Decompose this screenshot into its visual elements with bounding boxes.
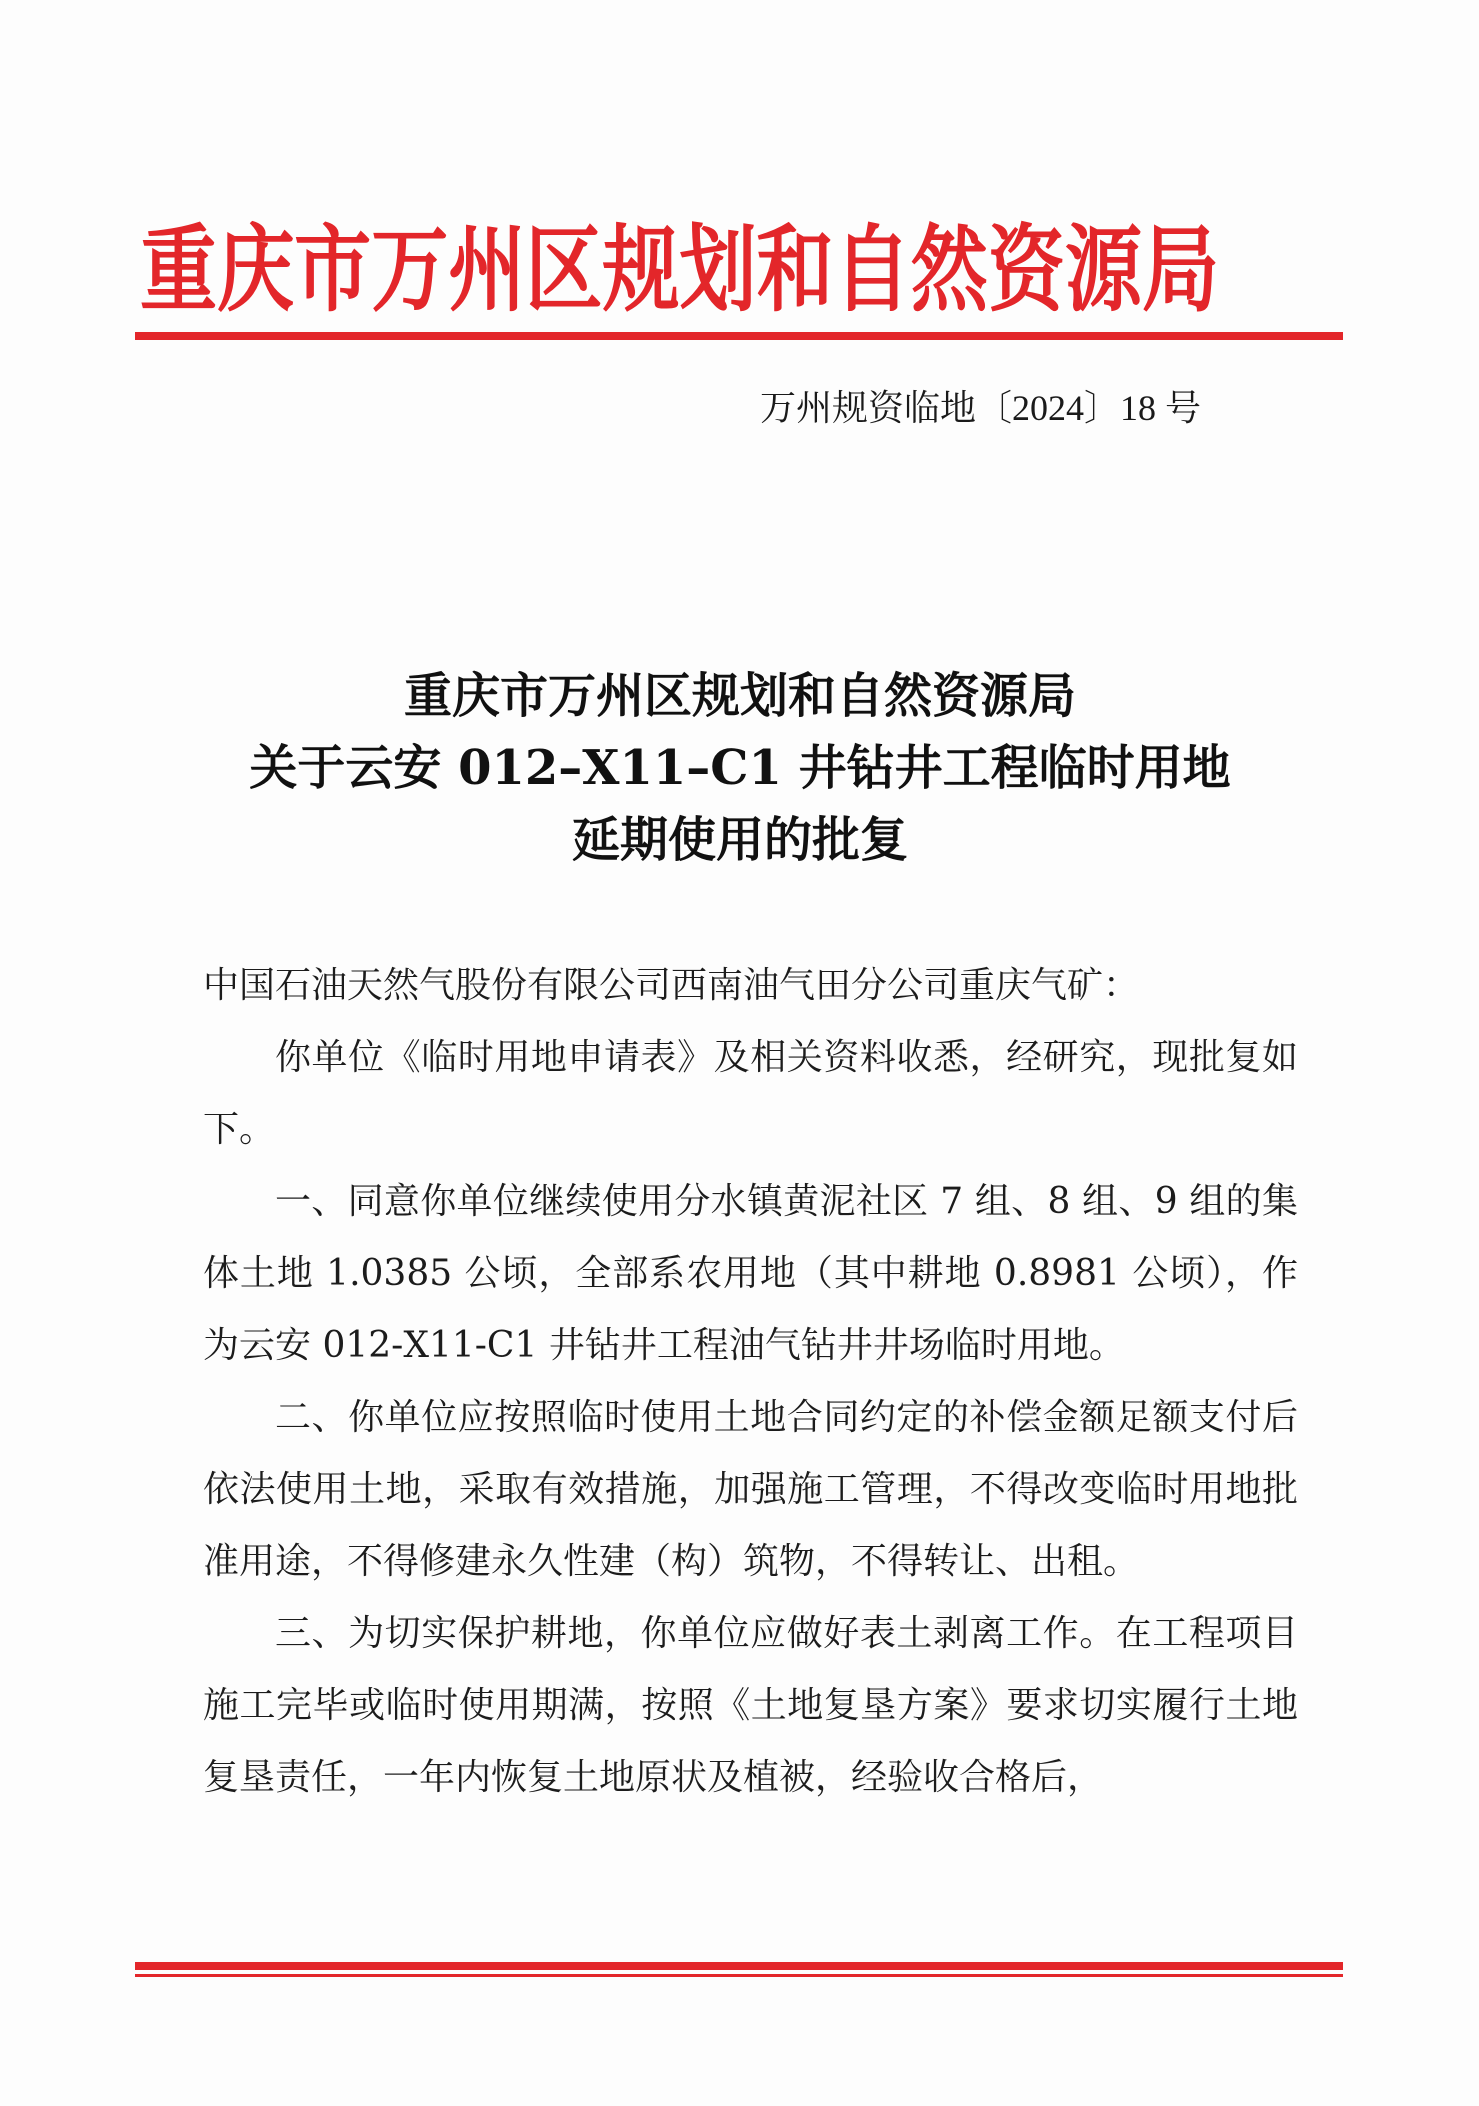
document-body (203, 950, 1298, 1814)
footer-red-rule (135, 1962, 1343, 1970)
document-title (140, 660, 1340, 876)
paragraph-item-3: 三、为切实保护耕地，你单位应做好表土剥离工作。在工程项目施工完毕或临时使用期满，按照《土地复垦方案》要求切实履行土地复垦责任，一年内恢复土地原状及植被，经验收合格后， (203, 1613, 1298, 1798)
footer-red-rule-thin (135, 1974, 1343, 1977)
title-line-1: 重庆市万州区规划和自然资源局 (403, 668, 1076, 724)
document-number: 万州规资临地〔2024〕18 号 (760, 388, 1202, 428)
letterhead-title: 重庆市万州区规划和自然资源局 (140, 215, 1220, 325)
title-line-3: 延期使用的批复 (571, 812, 908, 868)
paragraph-intro: 你单位《临时用地申请表》及相关资料收悉，经研究，现批复如下。 (203, 1037, 1298, 1150)
paragraph-item-2: 二、你单位应按照临时使用土地合同约定的补偿金额足额支付后依法使用土地，采取有效措施，加强施工管理，不得改变临时用地批准用途，不得修建永久性建（构）筑物，不得转让、出租。 (203, 1397, 1298, 1582)
letterhead-red-rule (135, 332, 1343, 340)
title-line-2: 关于云安 012–X11–C1 井钻井工程临时用地 (249, 740, 1231, 796)
paragraph-item-1: 一、同意你单位继续使用分水镇黄泥社区 7 组、8 组、9 组的集体土地 1.0385 公顷，全部系农用地（其中耕地 0.8981 公顷），作为云安 012-X11-C1 井钻井工程油气钻井井场临时用地。 (203, 1181, 1298, 1366)
addressee: 中国石油天然气股份有限公司西南油气田分公司重庆气矿： (203, 965, 1140, 1006)
